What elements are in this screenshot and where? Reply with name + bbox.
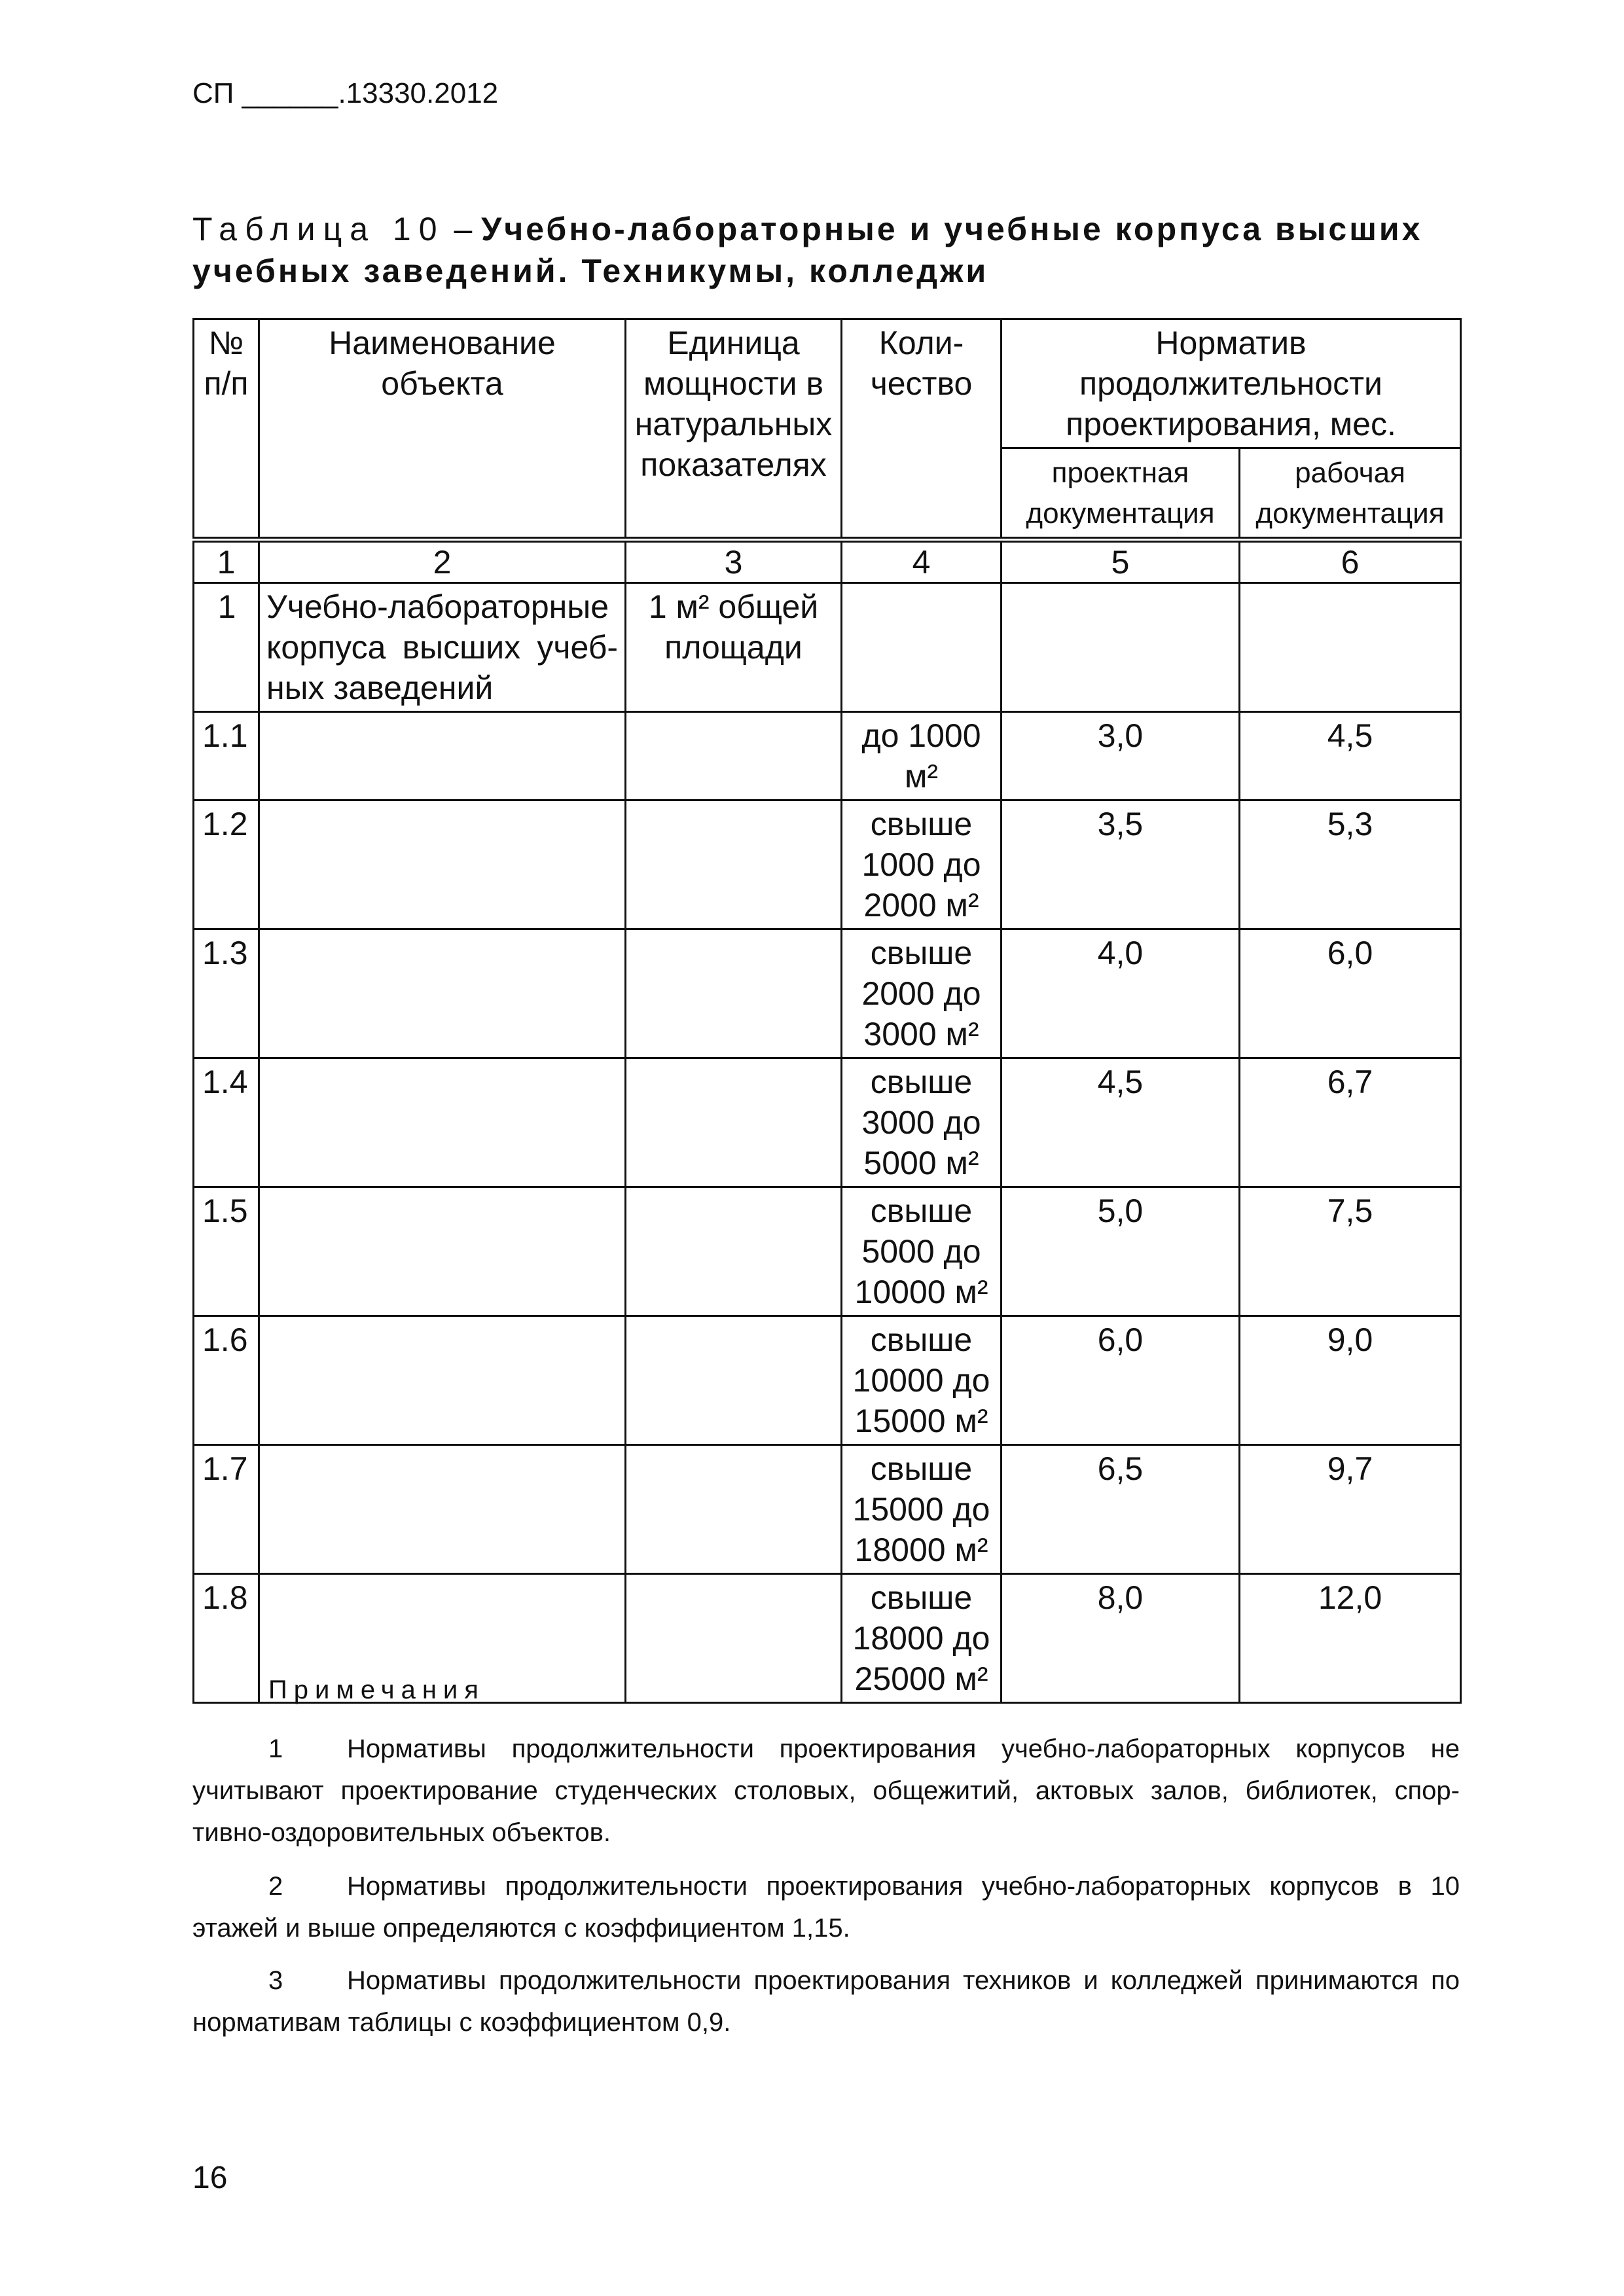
- note-item: [192, 1728, 1460, 1854]
- header-num: № п/п: [194, 319, 259, 540]
- design-cell: 6,5: [1001, 1445, 1240, 1574]
- note-number: 2: [268, 1872, 283, 1901]
- qty-cell: свыше 15000 до 18000 м²: [842, 1445, 1001, 1574]
- column-number: 1: [194, 540, 259, 583]
- design-cell: [1001, 583, 1240, 712]
- object-name: [259, 1445, 626, 1574]
- design-cell: 4,0: [1001, 929, 1240, 1058]
- object-name: [259, 1187, 626, 1316]
- row-number: 1.6: [194, 1316, 259, 1445]
- table-row: [194, 1445, 1461, 1574]
- table-caption: [192, 208, 1460, 292]
- table-label: Таблица 10: [192, 211, 445, 247]
- table-row: [194, 712, 1461, 800]
- unit-cell: [626, 1187, 842, 1316]
- object-name: [259, 800, 626, 929]
- object-name: [259, 712, 626, 800]
- qty-cell: свыше 18000 до 25000 м²: [842, 1574, 1001, 1703]
- header-qty: Коли-чество: [842, 319, 1001, 540]
- header-name: Наименование объекта: [259, 319, 626, 540]
- note-text: Нормативы продолжительности проектирования учебно-лабораторных корпусов не учитывают проектирование студенческих столовых, общежитий, актовых залов, библиотек, спор-тивно-оздоровительных объектов.: [192, 1734, 1460, 1847]
- norms-table: [192, 318, 1462, 1704]
- column-number: 6: [1240, 540, 1461, 583]
- header-design-doc: проектная документация: [1001, 448, 1240, 540]
- unit-cell: [626, 1574, 842, 1703]
- working-cell: 7,5: [1240, 1187, 1461, 1316]
- column-number: 2: [259, 540, 626, 583]
- table-row: [194, 1316, 1461, 1445]
- design-cell: 5,0: [1001, 1187, 1240, 1316]
- object-name: Учебно-лабораторные корпуса высших учеб-ных заведений: [259, 583, 626, 712]
- design-cell: 4,5: [1001, 1058, 1240, 1187]
- table-row: [194, 929, 1461, 1058]
- table-title: Учебно-лабораторные и учебные корпуса высших учебных заведений. Техникумы, колледжи: [192, 211, 1423, 289]
- table-row: [194, 800, 1461, 929]
- unit-cell: [626, 1058, 842, 1187]
- working-cell: [1240, 583, 1461, 712]
- column-number: 5: [1001, 540, 1240, 583]
- unit-cell: [626, 800, 842, 929]
- unit-cell: [626, 929, 842, 1058]
- qty-cell: свыше 3000 до 5000 м²: [842, 1058, 1001, 1187]
- design-cell: 8,0: [1001, 1574, 1240, 1703]
- note-text: Нормативы продолжительности проектирования учебно-лабораторных корпусов в 10 этажей и выше определяются с коэффициентом 1,15.: [192, 1872, 1460, 1943]
- working-cell: 9,0: [1240, 1316, 1461, 1445]
- table-row: [194, 1058, 1461, 1187]
- working-cell: 6,0: [1240, 929, 1461, 1058]
- working-cell: 9,7: [1240, 1445, 1461, 1574]
- unit-cell: [626, 712, 842, 800]
- object-name: [259, 929, 626, 1058]
- qty-cell: свыше 2000 до 3000 м²: [842, 929, 1001, 1058]
- header-working-doc: рабочая документация: [1240, 448, 1461, 540]
- unit-cell: [626, 1445, 842, 1574]
- page-number: 16: [192, 2161, 228, 2195]
- row-number: 1.8: [194, 1574, 259, 1703]
- column-numbers-row: [194, 540, 1461, 583]
- row-number: 1.3: [194, 929, 259, 1058]
- table-row: [194, 1187, 1461, 1316]
- qty-cell: свыше 10000 до 15000 м²: [842, 1316, 1001, 1445]
- working-cell: 4,5: [1240, 712, 1461, 800]
- caption-dash: –: [444, 211, 482, 247]
- working-cell: 12,0: [1240, 1574, 1461, 1703]
- header-norm: Норматив продолжительности проектирования, мес.: [1001, 319, 1461, 448]
- qty-cell: до 1000 м²: [842, 712, 1001, 800]
- column-number: 3: [626, 540, 842, 583]
- unit-cell: 1 м² общей площади: [626, 583, 842, 712]
- note-number: 3: [268, 1966, 283, 1995]
- row-number: 1.2: [194, 800, 259, 929]
- row-number: 1.4: [194, 1058, 259, 1187]
- design-cell: 3,5: [1001, 800, 1240, 929]
- row-number: 1.7: [194, 1445, 259, 1574]
- note-number: 1: [268, 1734, 283, 1763]
- working-cell: 6,7: [1240, 1058, 1461, 1187]
- row-number: 1.5: [194, 1187, 259, 1316]
- qty-cell: [842, 583, 1001, 712]
- note-text: Нормативы продолжительности проектирования техников и колледжей принимаются по нормативам таблицы с коэффициентом 0,9.: [192, 1966, 1460, 2037]
- design-cell: 6,0: [1001, 1316, 1240, 1445]
- header-unit: Единица мощности в натуральных показателях: [626, 319, 842, 540]
- qty-cell: свыше 5000 до 10000 м²: [842, 1187, 1001, 1316]
- object-name: [259, 1316, 626, 1445]
- document-code: СП ______.13330.2012: [192, 77, 499, 109]
- notes-title: Примечания: [268, 1676, 485, 1704]
- working-cell: 5,3: [1240, 800, 1461, 929]
- row-number: 1.1: [194, 712, 259, 800]
- column-number: 4: [842, 540, 1001, 583]
- object-name: [259, 1058, 626, 1187]
- note-item: [192, 1865, 1460, 1949]
- group-row: [194, 583, 1461, 712]
- row-number: 1: [194, 583, 259, 712]
- note-item: [192, 1960, 1460, 2043]
- qty-cell: свыше 1000 до 2000 м²: [842, 800, 1001, 929]
- design-cell: 3,0: [1001, 712, 1240, 800]
- unit-cell: [626, 1316, 842, 1445]
